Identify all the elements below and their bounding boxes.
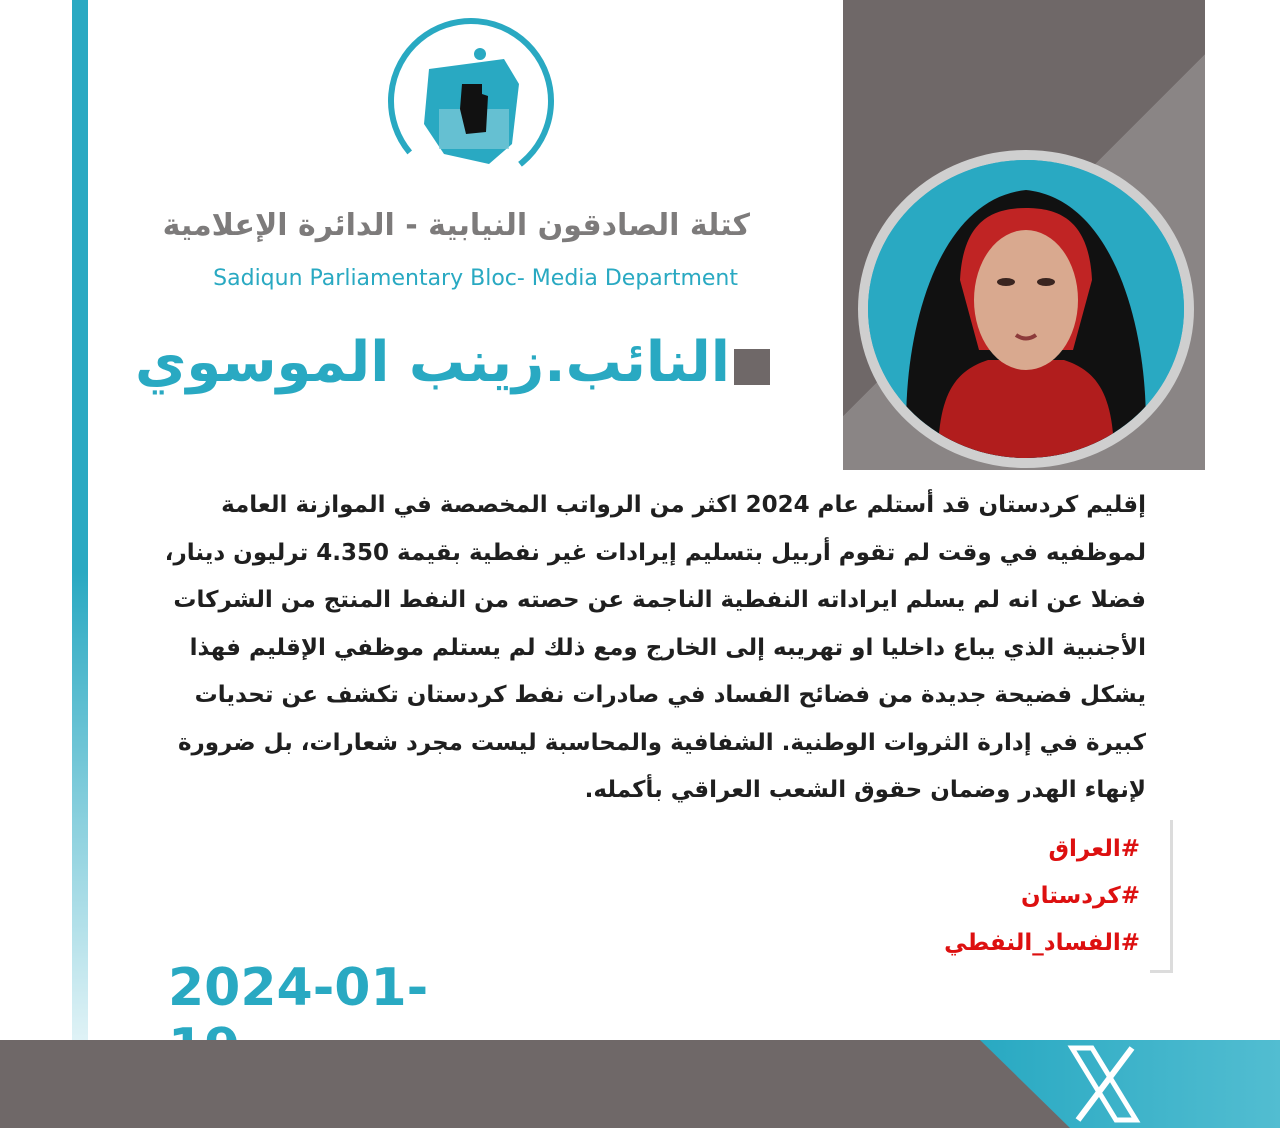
statement-body [98,482,1146,815]
mp-portrait [868,160,1184,458]
name-bullet-square [734,349,770,385]
statement-line: فضلا عن انه لم يسلم ايراداته النفطية الناجمة عن حصته من النفط المنتج من الشركات [173,587,1146,613]
mp-name-title: النائب.زينب الموسوي [135,330,730,395]
hashtag[interactable]: #كردستان [1020,883,1140,909]
statement-line: يشكل فضيحة جديدة من فضائح الفساد في صادرات نفط كردستان تكشف عن تحديات [194,682,1146,708]
post-date: 2024-01- [168,958,429,1018]
hashtag-list [900,826,1140,967]
hashtag-bracket [1150,820,1173,973]
statement-line: الأجنبية الذي يباع داخليا او تهريبه إلى الخارج ومع ذلك لم يستلم موظفي الإقليم فهذا [189,634,1146,661]
portrait-illustration [868,160,1184,458]
statement-line: كبيرة في إدارة الثروات الوطنية. الشفافية والمحاسبة ليست مجرد شعارات، بل ضرورة [177,729,1146,756]
footer-bottom-strip [0,1128,1280,1136]
sadiqun-logo [384,14,558,188]
hashtag[interactable]: #الفساد_النفطي [944,930,1140,956]
hashtag[interactable]: #العراق [1048,836,1140,862]
left-accent-bar [72,0,88,1040]
statement-line: لإنهاء الهدر وضمان حقوق الشعب العراقي بأكمله. [584,777,1146,803]
statement-line: إقليم كردستان قد أستلم عام 2024 اكثر من الرواتب المخصصة في الموازنة العامة [221,492,1146,518]
statement-line: لموظفيه في وقت لم تقوم أربيل بتسليم إيرادات غير نفطية بقيمة 4.350 ترليون دينار، [164,539,1146,566]
x-logo-icon[interactable] [1062,1042,1146,1126]
bloc-name-arabic: كتلة الصادقون النيابية - الدائرة الإعلامية [162,208,750,243]
bloc-name-english: Sadiqun Parliamentary Bloc- Media Department [213,266,738,291]
